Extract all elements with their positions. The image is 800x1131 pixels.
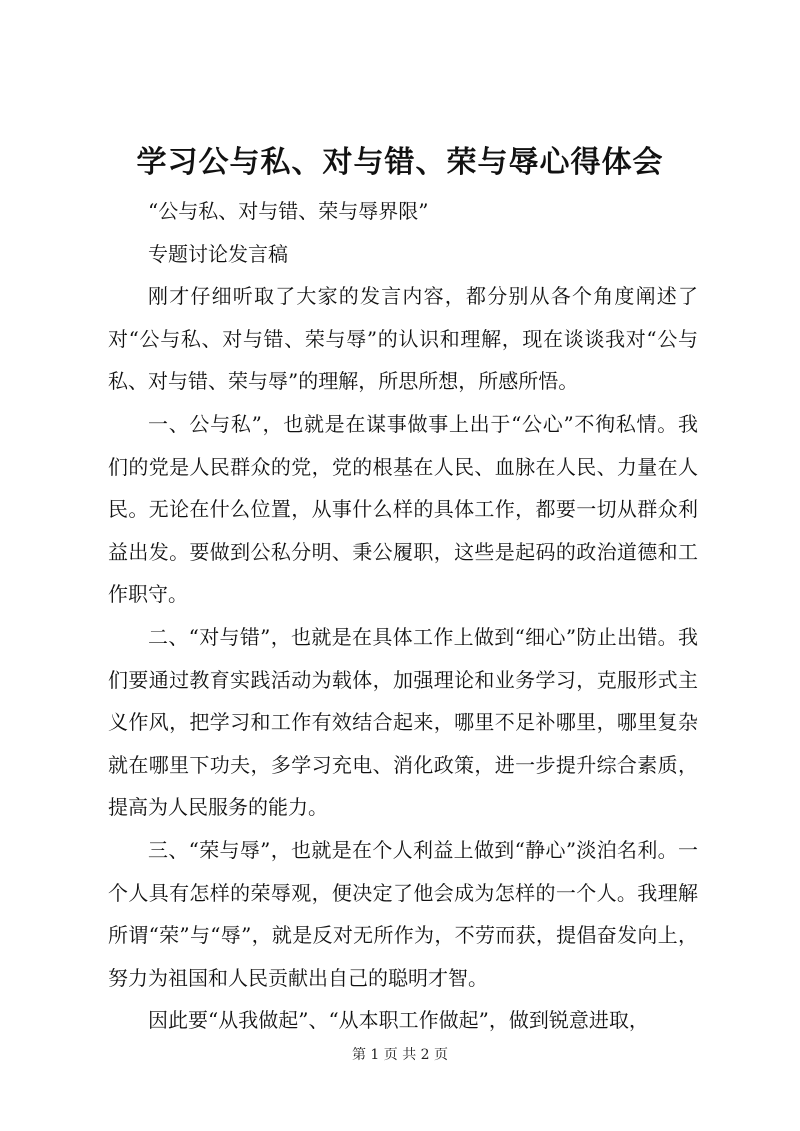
speech-label-paragraph: 专题讨论发言稿 <box>148 241 288 266</box>
section-two-paragraph: 二、“对与错”，也就是在具体工作上做到“细心”防止出错。我们要通过教育实践活动为载体，加强理论和业务学习，克服形式主义作风，把学习和工作有效结合起来，哪里不足补哪里，哪里复杂就在哪里下功夫，多学习充电、消化政策，进一步提升综合素质，提高为人民服务的能力。 <box>108 624 698 820</box>
section-three-paragraph: 三、“荣与辱”，也就是在个人利益上做到“静心”淡泊名利。一个人具有怎样的荣辱观，便决定了他会成为怎样的一个人。我理解所谓“荣”与“辱”，就是反对无所作为，不劳而获，提倡奋发向上，努力为祖国和人民贡献出自己的聪明才智。 <box>108 837 698 990</box>
section-one-paragraph: 一、公与私”，也就是在谋事做事上出于“公心”不徇私情。我们的党是人民群众的党，党的根基在人民、血脉在人民、力量在人民。无论在什么位置，从事什么样的具体工作，都要一切从群众利益出发。要做到公私分明、秉公履职，这些是起码的政治道德和工作职守。 <box>108 411 698 607</box>
subtitle-paragraph: “公与私、对与错、荣与辱界限” <box>148 199 429 223</box>
intro-paragraph: 刚才仔细听取了大家的发言内容，都分别从各个角度阐述了对“公与私、对与错、荣与辱”的认识和理解，现在谈谈我对“公与私、对与错、荣与辱”的理解，所思所想，所感所悟。 <box>108 284 698 394</box>
page-number-footer: 第 1 页 共 2 页 <box>351 1047 449 1063</box>
document-title: 学习公与私、对与错、荣与辱心得体会 <box>136 145 664 180</box>
document-body <box>108 190 698 1042</box>
conclusion-paragraph: 因此要“从我做起”、“从本职工作做起”，做到锐意进取， <box>148 1008 649 1033</box>
